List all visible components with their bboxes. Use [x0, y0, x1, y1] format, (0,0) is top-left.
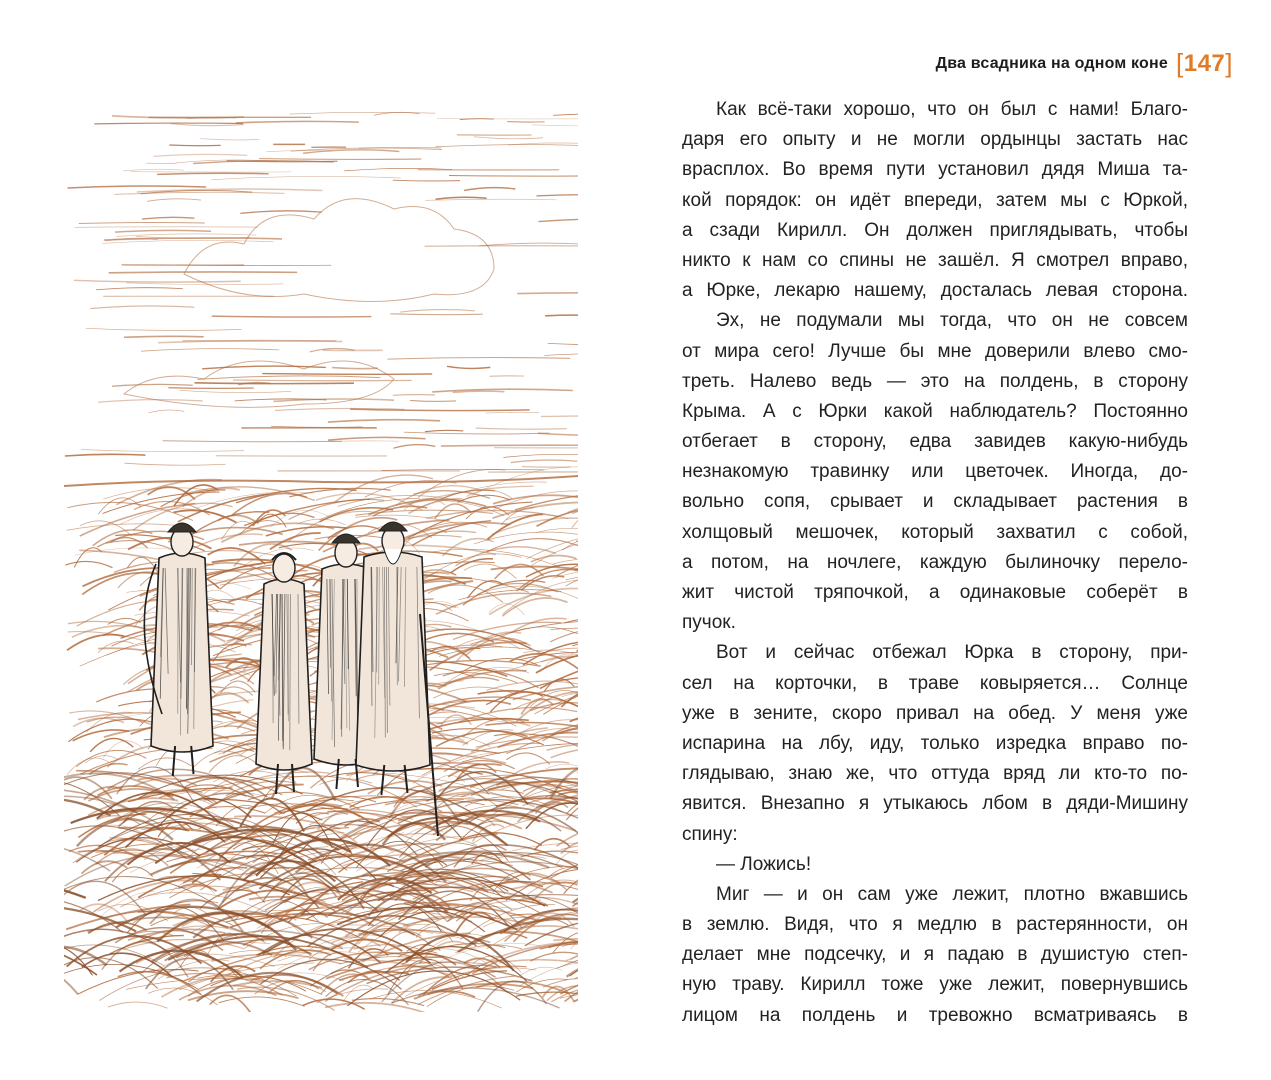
sky-hatch [425, 199, 556, 200]
sky-hatch [425, 430, 463, 431]
sky-hatch [148, 410, 184, 413]
grass-stroke [464, 564, 516, 579]
text-line: ную траву. Кирилл тоже уже лежит, повернувшись [682, 974, 1188, 996]
grass-stroke [451, 559, 493, 573]
text-line: Вот и сейчас отбежал Юрка в сторону, при- [716, 642, 1188, 664]
sky-hatch [536, 195, 578, 196]
sky-hatch [259, 159, 421, 160]
grass-stroke [469, 933, 527, 944]
sky-hatch [240, 211, 321, 214]
steppe-travelers-illustration [64, 94, 578, 1012]
grass-stroke [531, 538, 578, 566]
traveler-body [356, 552, 430, 771]
sky-hatch [332, 368, 378, 369]
sky-hatch [303, 150, 399, 153]
grass-stroke [80, 521, 132, 536]
grass-stroke [456, 913, 494, 933]
sky-hatch [115, 230, 211, 232]
sky-hatch [68, 186, 207, 188]
sky-hatch [236, 121, 359, 123]
sky-hatch [157, 173, 269, 174]
sky-hatch [262, 374, 432, 375]
sky-hatch [103, 240, 274, 243]
sky-hatch [435, 145, 578, 147]
traveler-hat [379, 522, 407, 531]
sky-hatch [545, 315, 578, 316]
sky-hatch [74, 280, 241, 282]
sky-hatch [404, 432, 550, 434]
text-line: уже в зените, скоро привал на обед. У меня уже [682, 702, 1188, 724]
sky-hatch [449, 176, 578, 177]
sky-hatch [109, 272, 297, 273]
text-line: спину: [682, 823, 738, 845]
sky-hatch [197, 376, 380, 379]
sky-hatch [90, 306, 194, 309]
text-line: никто к нам со спины не зашёл. Я смотрел вправо, [682, 249, 1188, 271]
text-line: незнакомую травинку или цветочек. Иногда, до- [682, 461, 1188, 483]
sky-hatch [544, 353, 578, 356]
grass-tuft [64, 963, 78, 993]
grass-stroke [90, 738, 133, 751]
illustration-canvas [64, 94, 578, 1012]
sky-hatch [541, 416, 578, 417]
sky-hatch [75, 227, 259, 228]
text-line: от мира сего! Лучше бы мне доверили влево смо- [682, 340, 1188, 362]
sky-hatch [511, 460, 578, 462]
sky-hatch [350, 409, 530, 410]
sky-hatch [387, 358, 570, 360]
sky-hatch [233, 380, 412, 381]
grass-stroke [576, 539, 578, 556]
running-title: Два всадника на одном коне [935, 54, 1168, 72]
sky-hatch [79, 223, 205, 224]
sky-hatch [273, 399, 394, 401]
sky-hatch [81, 449, 244, 451]
grass-stroke [289, 499, 385, 519]
grass-stroke [191, 751, 243, 770]
sky-hatch [436, 197, 487, 199]
grass-stroke [521, 961, 578, 985]
sky-hatch [538, 219, 578, 222]
sky-hatch [154, 154, 248, 156]
text-line: делает мне подсечку, и я падаю в душистую степ- [682, 944, 1188, 966]
sky-hatch [180, 390, 292, 392]
sky-hatch [548, 343, 578, 345]
grass-stroke [98, 498, 141, 514]
sky-hatch [169, 145, 220, 146]
grass-stroke [120, 509, 224, 525]
sky-hatch [65, 454, 146, 456]
sky-hatch [393, 395, 435, 396]
sky-hatch [553, 113, 578, 115]
grass-stroke [550, 628, 578, 642]
text-line: пучок. [682, 612, 736, 634]
grass-stroke [536, 528, 578, 545]
text-line: жит чистой тряпочкой, а одинаковые соберёт в [682, 582, 1188, 603]
sky-hatch [460, 119, 494, 120]
sky-hatch [86, 328, 242, 330]
page-number-bracket-close: ] [1225, 48, 1233, 78]
sky-hatch [328, 437, 425, 440]
sky-hatch [400, 310, 475, 313]
text-line: Миг — и он сам уже лежит, плотно вжавшись [716, 883, 1188, 905]
body-text [682, 95, 1188, 1026]
grass-stroke [570, 933, 578, 960]
sky-hatch [211, 176, 401, 179]
sky-hatch [517, 293, 578, 294]
sky-hatch [212, 316, 372, 317]
cloud-outline [184, 199, 494, 302]
grass-stroke [82, 573, 170, 595]
text-line: в землю. Видя, что я медлю в растерянности, он [682, 914, 1188, 936]
sky-hatch [474, 137, 543, 139]
text-line: отбегает в сторону, едва завидев какую-нибудь [682, 431, 1188, 453]
sky-hatch [503, 454, 578, 457]
grass-stroke [462, 743, 578, 762]
page-number-value: 147 [1183, 49, 1226, 77]
sky-hatch [168, 388, 253, 389]
sky-hatch [123, 169, 183, 171]
traveler-head [273, 554, 295, 582]
grass-stroke [551, 748, 578, 757]
sky-hatch [476, 428, 567, 429]
grass-stroke [457, 632, 522, 661]
text-line: — Ложись! [716, 853, 812, 875]
grass-stroke [148, 988, 217, 1005]
grass-stroke [418, 469, 505, 497]
text-line: а сзади Кирилл. Он должен приглядывать, чтобы [682, 219, 1188, 241]
sky-hatch [200, 139, 259, 140]
horizon-line [64, 476, 578, 486]
sky-hatch [486, 412, 539, 413]
text-line: Эх, не подумали мы тогда, что он не совсем [716, 310, 1188, 332]
grass-stroke [487, 539, 578, 552]
sky-hatch [441, 445, 578, 446]
sky-hatch [393, 445, 435, 448]
sky-hatch [141, 349, 279, 352]
sky-hatch [464, 188, 515, 191]
grass-stroke [453, 622, 561, 639]
sky-hatch [124, 336, 204, 337]
text-line: а Юрке, лекарю нашему, досталась левая сторона. [682, 280, 1188, 302]
page-number-bracket-open: [ [1175, 48, 1184, 78]
sky-hatch [390, 314, 483, 315]
grass-stroke [567, 797, 579, 813]
sky-hatch [96, 288, 183, 290]
sky-hatch [532, 125, 578, 126]
text-line: врасплох. Во время пути установил дядя Миша та- [682, 159, 1188, 181]
grass-stroke [531, 556, 577, 562]
text-line: даря его опыту и не могли ордынцы застать нас [682, 129, 1188, 151]
grass-stroke [427, 986, 514, 1007]
sky-hatch [147, 199, 201, 202]
text-line: а потом, на ночлеге, каждую былиночку перело- [682, 551, 1188, 573]
text-line: холщовый мешочек, который захватил с собой, [682, 521, 1188, 543]
sky-hatch [163, 441, 342, 442]
text-line: глядываю, знаю же, что оттуда вряд ли кто-то по- [682, 763, 1188, 785]
grass-tuft [573, 869, 578, 903]
grass-stroke [108, 1002, 168, 1008]
grass-stroke [209, 756, 258, 773]
sky-hatch [410, 401, 456, 402]
grass-stroke [325, 1003, 455, 1012]
text-line: сел на корточки, в траве ковыряется… Солнце [682, 672, 1188, 694]
text-line: Как всё-таки хорошо, что он был с нами! Благо- [716, 99, 1188, 120]
grass-stroke [219, 997, 305, 1006]
coat-hatch [397, 567, 398, 685]
sky-hatch [98, 400, 202, 403]
sky-hatch [195, 383, 354, 384]
text-line: вольно сопя, срывает и складывает растения в [682, 491, 1188, 513]
text-line: явится. Внезапно я утыкаюсь лбом в дяди-Мишину [682, 793, 1188, 815]
text-line: треть. Налево ведь — это на полдень, в сторону [682, 370, 1188, 392]
sky-hatch [124, 463, 225, 465]
text-line: Крыма. А с Юрки какой наблюдатель? Постоянно [682, 400, 1188, 422]
sky-hatch [453, 391, 505, 392]
text-line: кой порядок: он идёт впереди, затем мы с Юркой, [682, 189, 1188, 211]
grass-stroke [66, 561, 113, 567]
text-line: лицом на полдень и тревожно всматриваясь в [682, 1004, 1188, 1026]
sky-hatch [328, 420, 440, 422]
sky-hatch [393, 180, 460, 181]
sky-hatch [94, 123, 243, 124]
page-number [1176, 48, 1233, 79]
traveler-hat [168, 523, 196, 532]
sky-hatch [142, 217, 194, 219]
grass-stroke [572, 513, 578, 528]
sky-hatch [447, 366, 490, 368]
running-head [936, 48, 1233, 79]
sky-hatch [112, 384, 193, 386]
text-line: испарина на лбу, иду, только изредка вправо по- [682, 732, 1188, 754]
